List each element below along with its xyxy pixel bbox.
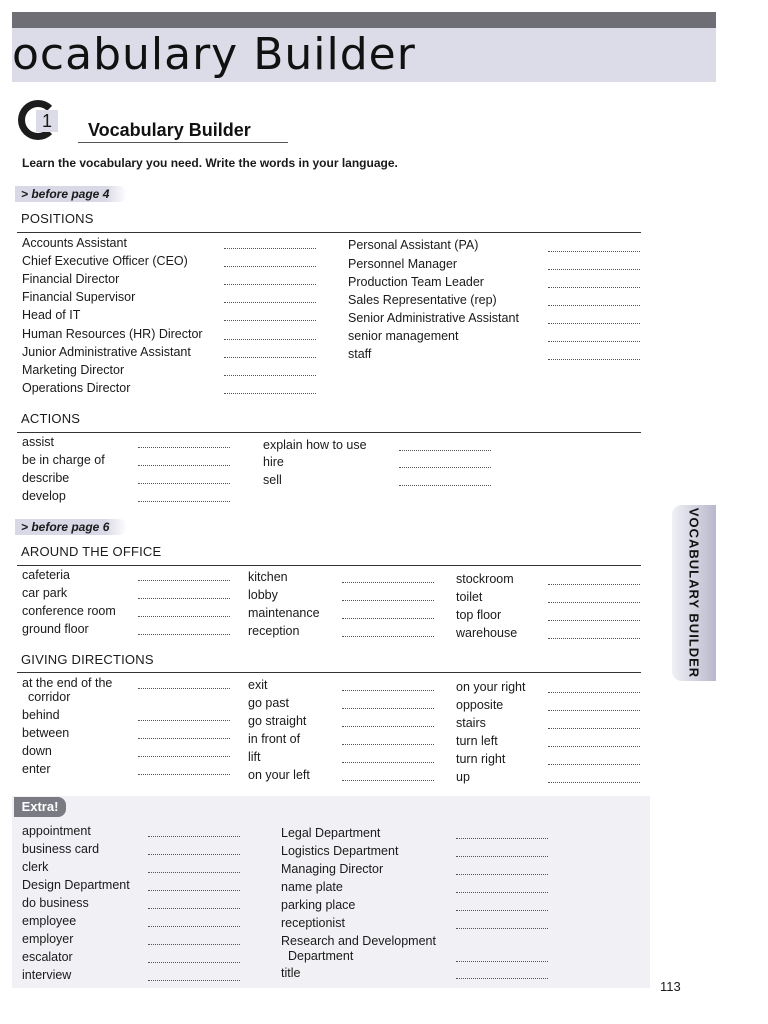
- answer-blank[interactable]: [342, 582, 434, 583]
- vocab-word: go straight: [248, 714, 307, 728]
- answer-blank[interactable]: [456, 978, 548, 979]
- answer-blank[interactable]: [548, 746, 640, 747]
- vocab-word: down: [22, 744, 52, 758]
- answer-blank[interactable]: [456, 910, 548, 911]
- answer-blank[interactable]: [148, 890, 240, 891]
- answer-blank[interactable]: [342, 636, 434, 637]
- vocab-word: on your right: [456, 680, 526, 694]
- answer-blank[interactable]: [399, 467, 491, 468]
- tab-before-page-4: > before page 4: [15, 186, 127, 202]
- vocab-word: toilet: [456, 590, 483, 604]
- page-number: 113: [660, 979, 681, 994]
- vocab-word: warehouse: [456, 626, 518, 640]
- answer-blank[interactable]: [224, 320, 316, 321]
- vocab-word: employee: [22, 914, 77, 928]
- vocab-word: Legal Department: [281, 826, 381, 840]
- answer-blank[interactable]: [548, 620, 640, 621]
- answer-blank[interactable]: [548, 269, 640, 270]
- answer-blank[interactable]: [224, 266, 316, 267]
- answer-blank[interactable]: [148, 980, 240, 981]
- answer-blank[interactable]: [224, 339, 316, 340]
- vocab-word: corridor: [28, 690, 71, 704]
- answer-blank[interactable]: [138, 738, 230, 739]
- answer-blank[interactable]: [342, 618, 434, 619]
- answer-blank[interactable]: [148, 944, 240, 945]
- answer-blank[interactable]: [224, 393, 316, 394]
- answer-blank[interactable]: [456, 874, 548, 875]
- vocab-word: describe: [22, 471, 70, 485]
- answer-blank[interactable]: [548, 323, 640, 324]
- answer-blank[interactable]: [138, 580, 230, 581]
- vocab-word: Operations Director: [22, 381, 131, 395]
- answer-blank[interactable]: [138, 598, 230, 599]
- answer-blank[interactable]: [342, 762, 434, 763]
- answer-blank[interactable]: [548, 638, 640, 639]
- answer-blank[interactable]: [342, 780, 434, 781]
- vocab-word: car park: [22, 586, 68, 600]
- answer-blank[interactable]: [224, 357, 316, 358]
- vocab-word: employer: [22, 932, 74, 946]
- vocab-word: reception: [248, 624, 300, 638]
- answer-blank[interactable]: [399, 450, 491, 451]
- answer-blank[interactable]: [138, 774, 230, 775]
- vocab-word: escalator: [22, 950, 73, 964]
- vocab-word: top floor: [456, 608, 502, 622]
- vocab-word: develop: [22, 489, 66, 503]
- answer-blank[interactable]: [548, 341, 640, 342]
- answer-blank[interactable]: [548, 251, 640, 252]
- answer-blank[interactable]: [138, 465, 230, 466]
- vocab-word: stockroom: [456, 572, 514, 586]
- answer-blank[interactable]: [548, 692, 640, 693]
- vocab-word: name plate: [281, 880, 343, 894]
- divider: [17, 432, 641, 433]
- answer-blank[interactable]: [342, 744, 434, 745]
- section-number: 1: [36, 110, 58, 132]
- vocab-word: do business: [22, 896, 89, 910]
- vocab-word: sell: [263, 473, 282, 487]
- answer-blank[interactable]: [548, 710, 640, 711]
- answer-blank[interactable]: [138, 720, 230, 721]
- vocab-word: up: [456, 770, 470, 784]
- vocab-word: Marketing Director: [22, 363, 125, 377]
- answer-blank[interactable]: [224, 284, 316, 285]
- vocab-word: Design Department: [22, 878, 130, 892]
- answer-blank[interactable]: [148, 854, 240, 855]
- answer-blank[interactable]: [138, 634, 230, 635]
- answer-blank[interactable]: [456, 961, 548, 962]
- answer-blank[interactable]: [456, 856, 548, 857]
- header-bar: [12, 12, 716, 28]
- answer-blank[interactable]: [138, 688, 230, 689]
- vocab-word: Sales Representative (rep): [348, 293, 497, 307]
- vocab-word: in front of: [248, 732, 301, 746]
- vocab-word: cafeteria: [22, 568, 70, 582]
- vocab-word: assist: [22, 435, 54, 449]
- vocab-word: Personal Assistant (PA): [348, 238, 479, 252]
- vocab-word: ground floor: [22, 622, 89, 636]
- vocab-word: lobby: [248, 588, 278, 602]
- answer-blank[interactable]: [148, 836, 240, 837]
- category-giving-directions: GIVING DIRECTIONS: [21, 652, 154, 667]
- vocab-word: on your left: [248, 768, 310, 782]
- answer-blank[interactable]: [148, 908, 240, 909]
- vocab-word: clerk: [22, 860, 49, 874]
- vocab-word: turn left: [456, 734, 498, 748]
- answer-blank[interactable]: [456, 838, 548, 839]
- answer-blank[interactable]: [456, 928, 548, 929]
- answer-blank[interactable]: [342, 708, 434, 709]
- vocab-word: interview: [22, 968, 72, 982]
- divider: [17, 565, 641, 566]
- vocab-word: Financial Director: [22, 272, 120, 286]
- vocab-word: business card: [22, 842, 100, 856]
- answer-blank[interactable]: [342, 726, 434, 727]
- category-positions: POSITIONS: [21, 211, 94, 226]
- extra-badge: Extra!: [14, 797, 66, 817]
- page-title: ocabulary Builder: [12, 29, 416, 80]
- answer-blank[interactable]: [148, 926, 240, 927]
- vocab-word: Accounts Assistant: [22, 236, 127, 250]
- answer-blank[interactable]: [148, 962, 240, 963]
- vocab-word: Personnel Manager: [348, 257, 458, 271]
- vocab-word: hire: [263, 455, 284, 469]
- answer-blank[interactable]: [224, 375, 316, 376]
- category-actions: ACTIONS: [21, 411, 81, 426]
- vocab-word: Managing Director: [281, 862, 384, 876]
- vocab-word: kitchen: [248, 570, 288, 584]
- vocab-word: Production Team Leader: [348, 275, 484, 289]
- vocab-word: Department: [288, 949, 354, 963]
- answer-blank[interactable]: [548, 602, 640, 603]
- vocab-word: explain how to use: [263, 438, 367, 452]
- vocab-word: title: [281, 966, 301, 980]
- vocab-word: be in charge of: [22, 453, 105, 467]
- answer-blank[interactable]: [138, 756, 230, 757]
- answer-blank[interactable]: [138, 501, 230, 502]
- answer-blank[interactable]: [342, 690, 434, 691]
- vocab-word: Chief Executive Officer (CEO): [22, 254, 188, 268]
- answer-blank[interactable]: [548, 782, 640, 783]
- vocab-word: enter: [22, 762, 51, 776]
- vocab-word: Senior Administrative Assistant: [348, 311, 519, 325]
- instructions: Learn the vocabulary you need. Write the words in your language.: [22, 156, 398, 170]
- vocab-word: lift: [248, 750, 261, 764]
- vocab-word: opposite: [456, 698, 504, 712]
- answer-blank[interactable]: [548, 359, 640, 360]
- answer-blank[interactable]: [342, 600, 434, 601]
- category-around-office: AROUND THE OFFICE: [21, 544, 162, 559]
- tab-before-page-6: > before page 6: [15, 519, 127, 535]
- vocab-word: Head of IT: [22, 308, 81, 322]
- vocab-word: stairs: [456, 716, 486, 730]
- answer-blank[interactable]: [548, 728, 640, 729]
- vocab-word: senior management: [348, 329, 459, 343]
- vocab-word: Logistics Department: [281, 844, 399, 858]
- vocab-word: exit: [248, 678, 268, 692]
- answer-blank[interactable]: [224, 248, 316, 249]
- answer-blank[interactable]: [548, 287, 640, 288]
- vocab-word: maintenance: [248, 606, 320, 620]
- divider: [17, 232, 641, 233]
- vocab-word: receptionist: [281, 916, 345, 930]
- vocab-word: Research and Development: [281, 934, 436, 948]
- answer-blank[interactable]: [548, 584, 640, 585]
- answer-blank[interactable]: [548, 764, 640, 765]
- side-tab-label: VOCABULARY BUILDER: [686, 507, 702, 679]
- divider: [17, 672, 641, 673]
- answer-blank[interactable]: [138, 616, 230, 617]
- vocab-word: Junior Administrative Assistant: [22, 345, 191, 359]
- section-heading: Vocabulary Builder: [88, 120, 251, 140]
- answer-blank[interactable]: [138, 483, 230, 484]
- answer-blank[interactable]: [548, 305, 640, 306]
- vocab-word: Human Resources (HR) Director: [22, 327, 203, 341]
- answer-blank[interactable]: [456, 892, 548, 893]
- answer-blank[interactable]: [224, 302, 316, 303]
- vocab-word: parking place: [281, 898, 356, 912]
- vocab-word: conference room: [22, 604, 116, 618]
- vocab-word: turn right: [456, 752, 506, 766]
- vocab-word: staff: [348, 347, 372, 361]
- vocab-word: go past: [248, 696, 290, 710]
- vocab-word: Financial Supervisor: [22, 290, 136, 304]
- vocab-word: behind: [22, 708, 60, 722]
- vocab-word: appointment: [22, 824, 91, 838]
- answer-blank[interactable]: [148, 872, 240, 873]
- answer-blank[interactable]: [399, 485, 491, 486]
- vocab-word: between: [22, 726, 70, 740]
- answer-blank[interactable]: [138, 447, 230, 448]
- vocab-word: at the end of the: [22, 676, 113, 690]
- heading-underline: [78, 142, 288, 143]
